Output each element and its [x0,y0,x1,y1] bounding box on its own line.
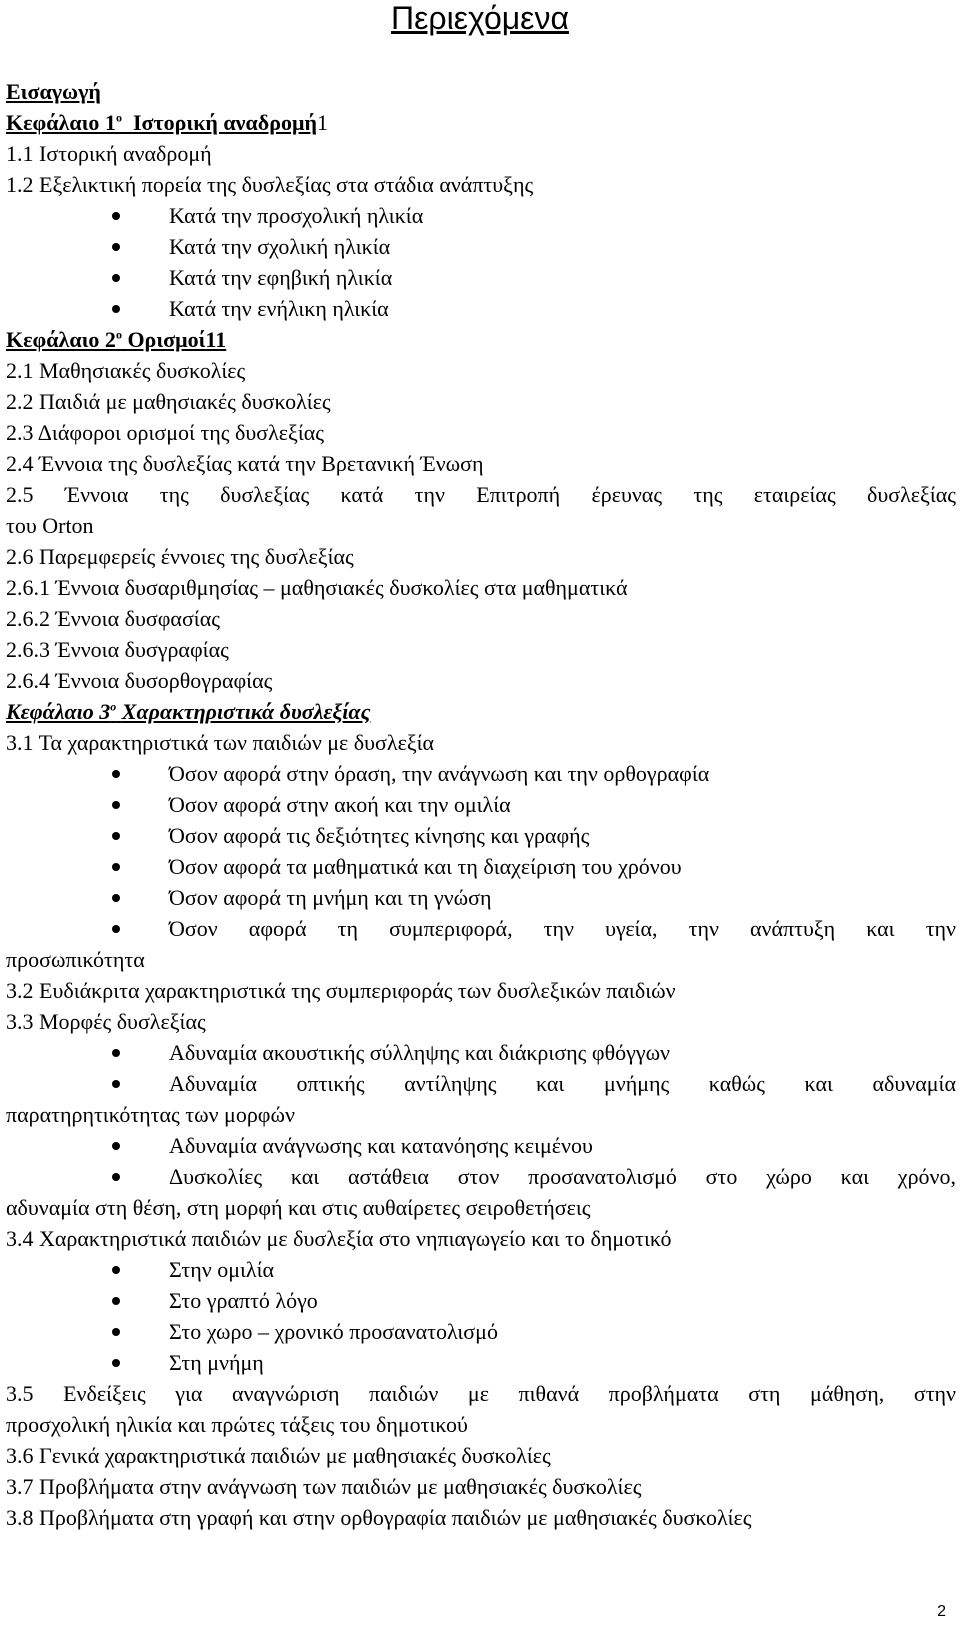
bullet-icon [112,770,120,778]
bullet-icon [112,1173,120,1181]
bullet-icon [112,894,120,902]
toc-entry-intro[interactable] [6,76,956,107]
toc-entry-3-3[interactable]: 3.3 Μορφές δυσλεξίας [6,1009,206,1034]
list-item[interactable]: Στο χωρο – χρονικό προσανατολισμό [6,1316,956,1347]
list-item[interactable]: Όσον αφορά τη συμπεριφορά, την υγεία, την ανάπτυξη και την προσωπικότητα [6,916,956,972]
toc-entry-3-7[interactable]: 3.7 Προβλήματα στην ανάγνωση των παιδιών με μαθησιακές δυσκολίες [6,1474,642,1499]
chapter-1-title: Ιστορική αναδρομή [132,110,317,135]
toc-entry-3-1[interactable]: 3.1 Τα χαρακτηριστικά των παιδιών με δυσλεξία [6,730,435,755]
chapter-3-title: Χαρακτηριστικά δυσλεξίας [121,699,371,724]
bullet-icon [112,863,120,871]
toc-entry-2-1[interactable]: 2.1 Μαθησιακές δυσκολίες [6,358,246,383]
list-item[interactable]: Δυσκολίες και αστάθεια στον προσανατολισμό στο χώρο και χρόνο, αδυναμία στη θέση, στη μορφή και στις αυθαίρετες σειροθετήσεις [6,1164,956,1220]
chapter-3-heading[interactable] [6,699,370,724]
list-item[interactable]: Όσον αφορά τα μαθηματικά και τη διαχείριση του χρόνου [6,851,956,882]
chapter-2-ordinal: ο [115,327,122,342]
toc-entry-chapter-1[interactable] [6,107,956,138]
chapter-2-page: 11 [205,327,227,352]
table-of-contents [6,76,956,1533]
list-item[interactable]: Κατά την σχολική ηλικία [6,231,956,262]
bullet-icon [112,801,120,809]
toc-entry-2-6-4[interactable]: 2.6.4 Έννοια δυσορθογραφίας [6,668,273,693]
chapter-3-prefix: Κεφάλαιο 3 [6,699,111,724]
list-item[interactable]: Όσον αφορά στην όραση, την ανάγνωση και την ορθογραφία [6,758,956,789]
toc-entry-2-6[interactable]: 2.6 Παρεμφερείς έννοιες της δυσλεξίας [6,544,354,569]
bullet-icon [112,1142,120,1150]
chapter-1-heading[interactable] [6,110,317,135]
toc-entry-2-4[interactable]: 2.4 Έννοια της δυσλεξίας κατά την Βρετανική Ένωση [6,451,484,476]
list-item[interactable]: Αδυναμία οπτικής αντίληψης και μνήμης καθώς και αδυναμία παρατηρητικότητας των μορφών [6,1071,956,1127]
toc-entry-2-6-1[interactable]: 2.6.1 Έννοια δυσαριθμησίας – μαθησιακές δυσκολίες στα μαθηματικά [6,575,628,600]
bullet-icon [112,1080,120,1088]
chapter-1-page: 1 [316,110,328,135]
toc-entry-3-4[interactable]: 3.4 Χαρακτηριστικά παιδιών με δυσλεξία στο νηπιαγωγείο και το δημοτικό [6,1226,672,1251]
list-item[interactable]: Κατά την προσχολική ηλικία [6,200,956,231]
toc-entry-3-8[interactable]: 3.8 Προβλήματα στη γραφή και στην ορθογραφία παιδιών με μαθησιακές δυσκολίες [6,1505,752,1530]
bullet-icon [112,1049,120,1057]
toc-entry-2-2[interactable]: 2.2 Παιδιά με μαθησιακές δυσκολίες [6,389,331,414]
bullet-icon [112,832,120,840]
page-title: Περιεχόμενα [391,0,569,36]
chapter-1-ordinal: ο [115,110,122,125]
list-item[interactable]: Στη μνήμη [6,1347,956,1378]
list-item[interactable]: Όσον αφορά τις δεξιότητες κίνησης και γραφής [6,820,956,851]
bullet-icon [112,274,120,282]
list-item[interactable]: Αδυναμία ακουστικής σύλληψης και διάκρισης φθόγγων [6,1037,956,1068]
toc-entry-2-3[interactable]: 2.3 Διάφοροι ορισμοί της δυσλεξίας [6,420,324,445]
toc-entry-chapter-3[interactable] [6,696,956,727]
toc-entry-2-6-3[interactable]: 2.6.3 Έννοια δυσγραφίας [6,637,229,662]
toc-entry-3-2[interactable]: 3.2 Ευδιάκριτα χαρακτηριστικά της συμπεριφοράς των δυσλεξικών παιδιών [6,978,676,1003]
toc-entry-2-5-continued[interactable]: του Orton [6,513,94,538]
chapter-2-title: Ορισμοί [127,327,206,352]
bullet-icon [112,1359,120,1367]
list-item[interactable]: Στο γραπτό λόγο [6,1285,956,1316]
toc-entry-1-1[interactable]: 1.1 Ιστορική αναδρομή [6,141,212,166]
bullet-icon [112,925,120,933]
toc-entry-3-6[interactable]: 3.6 Γενικά χαρακτηριστικά παιδιών με μαθησιακές δυσκολίες [6,1443,551,1468]
bullet-icon [112,305,120,313]
list-item[interactable]: Όσον αφορά τη μνήμη και τη γνώση [6,882,956,913]
toc-entry-2-5[interactable]: 2.5 Έννοια της δυσλεξίας κατά την Επιτροπή έρευνας της εταιρείας δυσλεξίας [6,482,956,507]
toc-entry-1-2[interactable]: 1.2 Εξελικτική πορεία της δυσλεξίας στα στάδια ανάπτυξης [6,172,534,197]
bullet-icon [112,1328,120,1336]
list-item[interactable]: Όσον αφορά στην ακοή και την ομιλία [6,789,956,820]
chapter-1-prefix: Κεφάλαιο 1 [6,110,116,135]
toc-entry-3-5[interactable]: 3.5 Ενδείξεις για αναγνώριση παιδιών με πιθανά προβλήματα στη μάθηση, στην [6,1381,956,1406]
list-item[interactable]: Αδυναμία ανάγνωσης και κατανόησης κειμένου [6,1130,956,1161]
toc-entry-chapter-2[interactable] [6,324,956,355]
list-item[interactable]: Στην ομιλία [6,1254,956,1285]
bullet-icon [112,1266,120,1274]
bullet-icon [112,1297,120,1305]
toc-entry-3-5-continued[interactable]: προσχολική ηλικία και πρώτες τάξεις του δημοτικού [6,1412,468,1437]
bullet-icon [112,243,120,251]
list-item[interactable]: Κατά την εφηβική ηλικία [6,262,956,293]
toc-entry-2-6-2[interactable]: 2.6.2 Έννοια δυσφασίας [6,606,220,631]
chapter-2-prefix: Κεφάλαιο 2 [6,327,116,352]
bullet-icon [112,212,120,220]
chapter-3-ordinal: ο [110,699,117,714]
chapter-2-heading[interactable] [6,327,226,352]
page-number: 2 [937,1603,946,1620]
list-item[interactable]: Κατά την ενήλικη ηλικία [6,293,956,324]
intro-heading[interactable]: Εισαγωγή [6,79,101,104]
